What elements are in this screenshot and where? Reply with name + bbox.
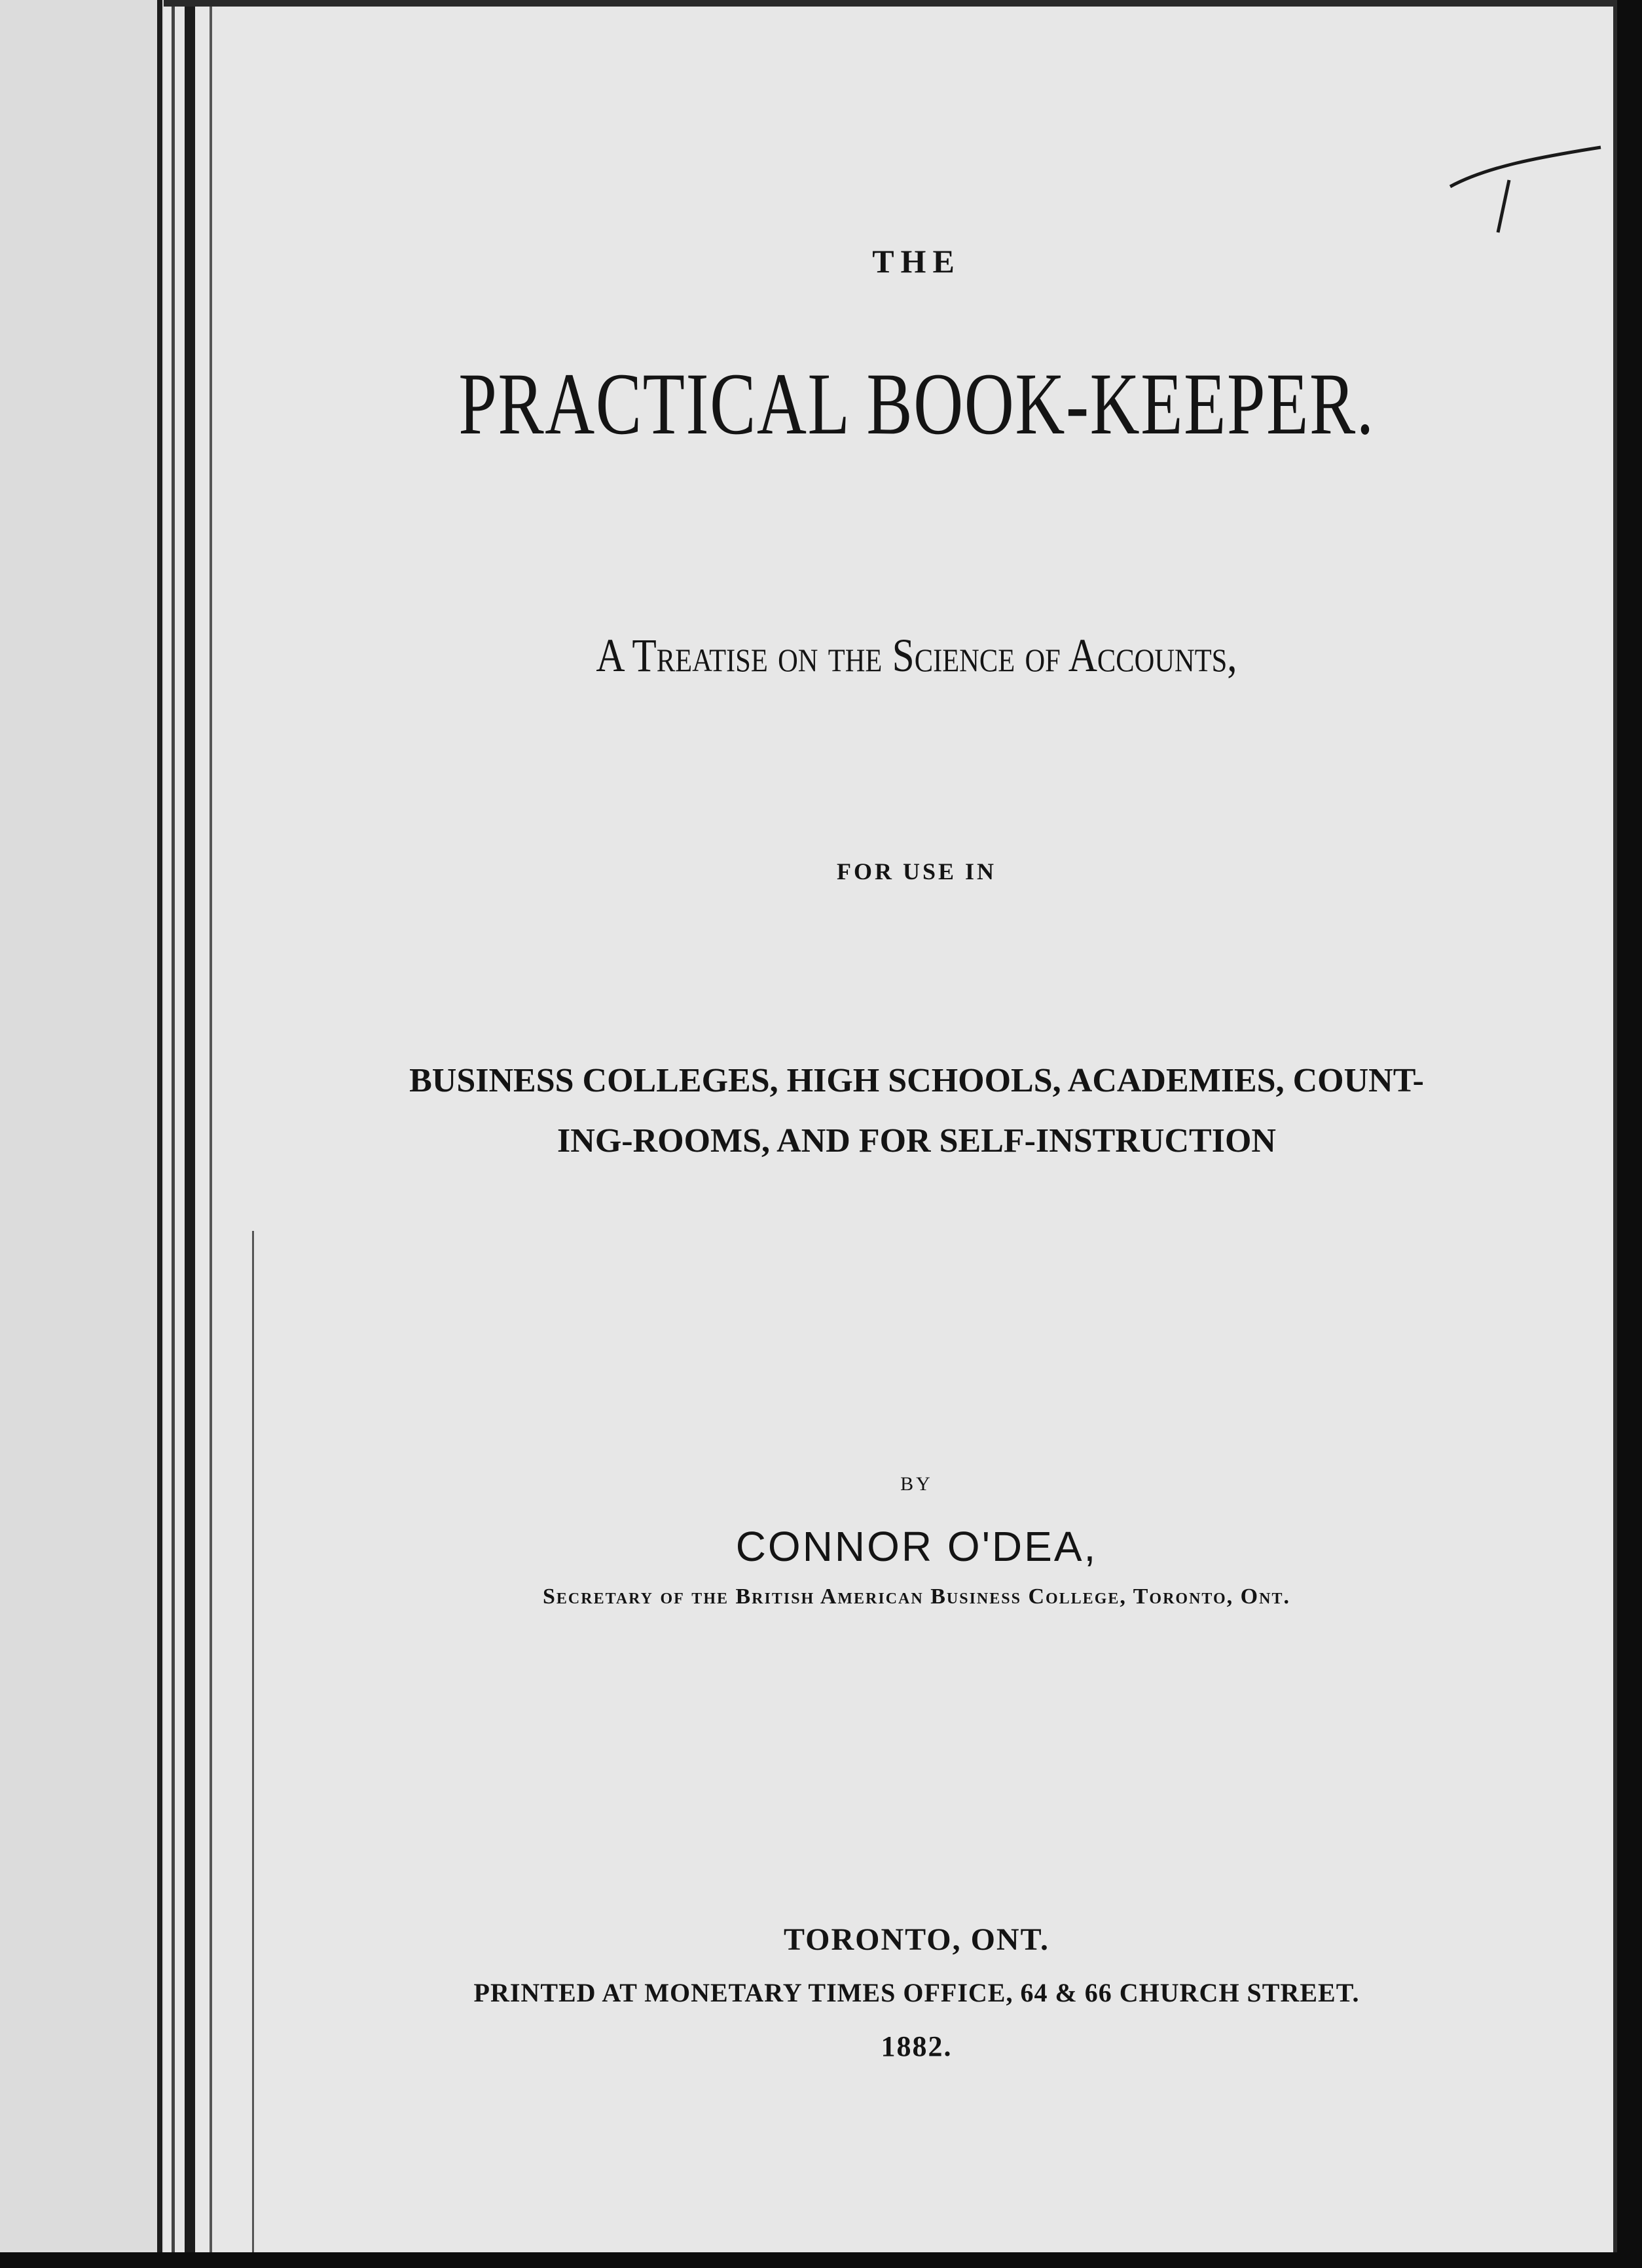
author-title: Secretary of the British American Business College, Toronto, Ont. [543, 1584, 1290, 1609]
gutter-line [210, 0, 212, 2252]
gutter-line [185, 0, 195, 2252]
publication-city: TORONTO, ONT. [783, 1922, 1050, 1957]
top-edge [164, 0, 1617, 7]
gutter-line [157, 0, 162, 2252]
by-label: BY [900, 1473, 933, 1495]
for-use-label: FOR USE IN [836, 858, 997, 885]
institutions-line-1: BUSINESS COLLEGES, HIGH SCHOOLS, ACADEMIES, COUNT- [409, 1062, 1424, 1099]
pencil-mark-icon [1447, 141, 1604, 246]
book-article: THE [872, 243, 961, 280]
author-name: CONNOR O'DEA, [735, 1523, 1098, 1570]
book-title: PRACTICAL BOOK-KEEPER. [458, 356, 1375, 453]
book-subtitle: A Treatise on the Science of Accounts, [596, 629, 1237, 682]
left-leaf [0, 0, 164, 2252]
institutions-list [216, 1051, 1617, 1171]
gutter-line [252, 1231, 254, 2252]
publication-year: 1882. [881, 2030, 953, 2062]
printer-line: PRINTED AT MONETARY TIMES OFFICE, 64 & 66 CHURCH STREET. [473, 1978, 1360, 2007]
institutions-line-2: ING-ROOMS, AND FOR SELF-INSTRUCTION [557, 1122, 1276, 1160]
gutter-line [172, 0, 175, 2252]
